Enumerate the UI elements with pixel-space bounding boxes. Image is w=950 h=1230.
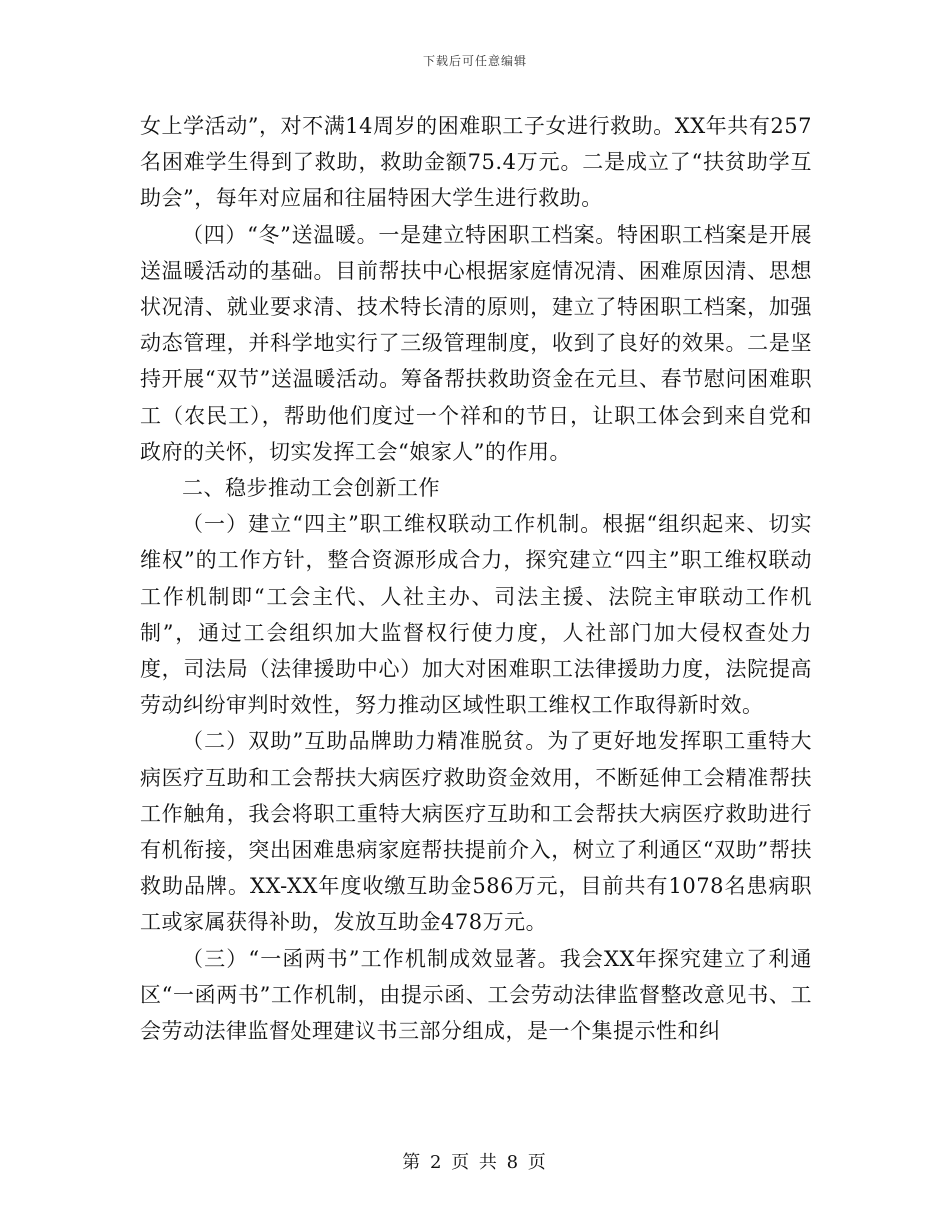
paragraph-continuation: 女上学活动”，对不满14周岁的困难职工子女进行救助。XX年共有257名困难学生得到了救助，救助金额75.4万元。二是成立了“扶贫助学互助会”，每年对应届和往届特困大学生进行救助。 [140,114,812,211]
paragraph-double-help: （二）双助”互助品牌助力精准脱贫。为了更好地发挥职工重特大病医疗互助和工会帮扶大病医疗救助资金效用，不断延伸工会精准帮扶工作触角，我会将职工重特大病医疗互助和工会帮扶大病医疗救助进行有机衔接，突出困难患病家庭帮扶提前介入，树立了利通区“双助”帮扶救助品牌。XX-XX年度收缴互助金586万元，目前共有1078名患病职工或家属获得补助，发放互助金478万元。 [140,729,812,935]
document-body [140,108,812,1049]
paragraph-four-mains: （一）建立“四主”职工维权联动工作机制。根据“组织起来、切实维权”的工作方针，整合资源形成合力，探究建立“四主”职工维权联动工作机制即“工会主代、人社主办、司法主援、法院主审联动工作机制”，通过工会组织加大监督权行使力度，人社部门加大侵权查处力度，司法局（法律援助中心）加大对困难职工法律援助力度，法院提高劳动纠纷审判时效性，努力推动区域性职工维权工作取得新时效。 [140,512,812,718]
paragraph-winter-warmth: （四）“冬”送温暖。一是建立特困职工档案。特困职工档案是开展送温暖活动的基础。目前帮扶中心根据家庭情况清、困难原因清、思想状况清、就业要求清、技术特长清的原则，建立了特困职工档案，加强动态管理，并科学地实行了三级管理制度，收到了良好的效果。二是坚持开展“双节”送温暖活动。筹备帮扶救助资金在元旦、春节慰问困难职工（农民工），帮助他们度过一个祥和的节日，让职工体会到来自党和政府的关怀，切实发挥工会“娘家人”的作用。 [140,222,812,464]
header-note: 下载后可任意编辑 [422,54,527,68]
page-number: 第 2 页 共 8 页 [402,1152,548,1173]
paragraph-one-letter-two-books: （三）“一函两书”工作机制成效显著。我会XX年探究建立了利通区“一函两书”工作机制，由提示函、工会劳动法律监督整改意见书、工会劳动法律监督处理建议书三部分组成，是一个集提示性和纠 [140,946,812,1044]
section-heading: 二、稳步推动工会创新工作 [182,476,440,501]
